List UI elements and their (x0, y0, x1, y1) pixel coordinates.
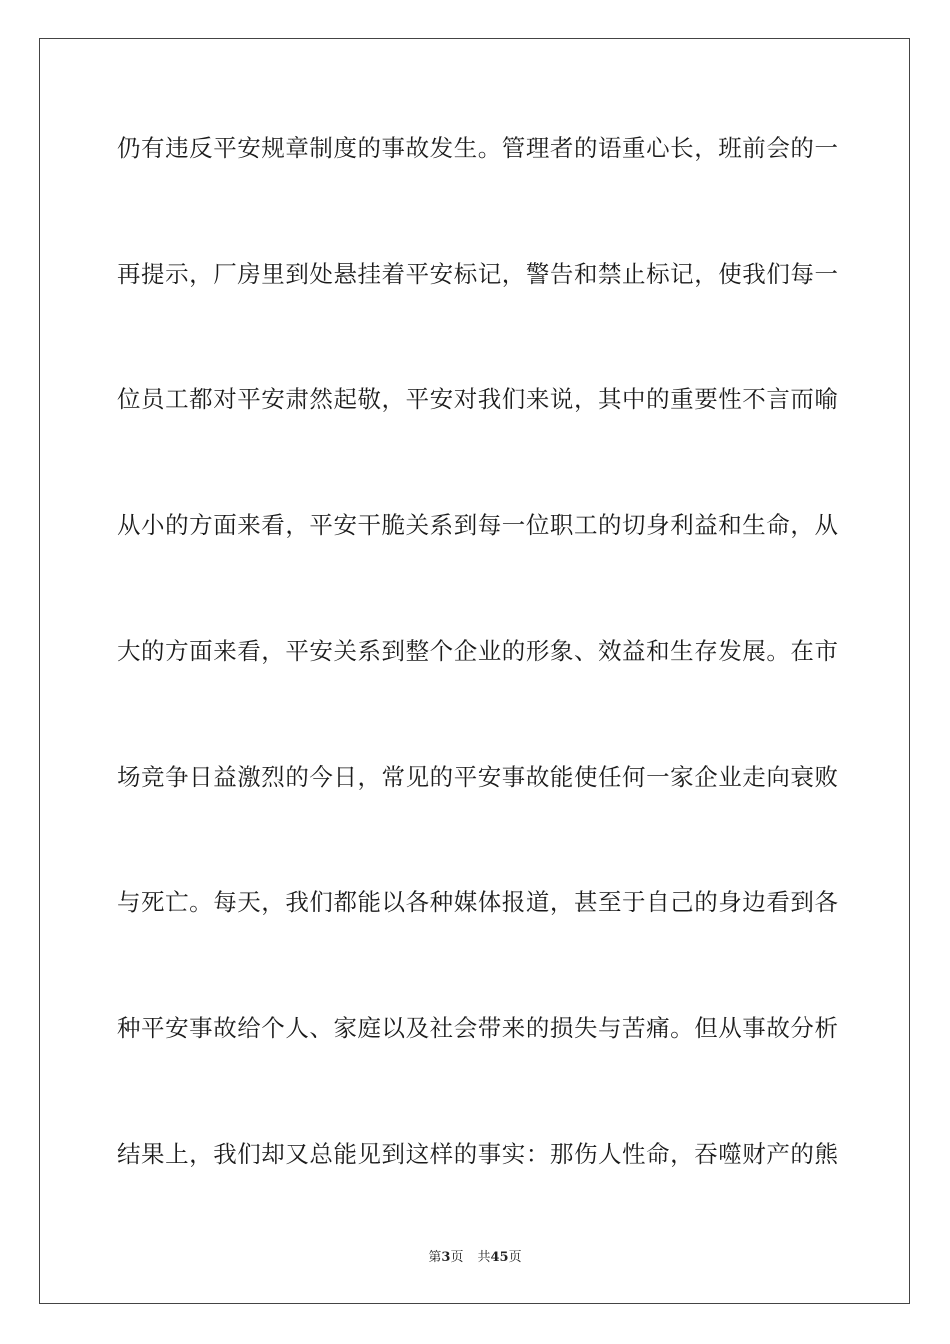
text-line: 从小的方面来看，平安干脆关系到每一位职工的切身利益和生命，从 (117, 511, 839, 539)
total-pages-number: 45 (490, 1250, 509, 1265)
page-label-suffix: 页 (450, 1250, 464, 1265)
text-line: 与死亡。每天，我们都能以各种媒体报道，甚至于自己的身边看到各 (117, 888, 839, 916)
total-label-prefix: 共 (477, 1250, 491, 1265)
page-border (39, 38, 910, 1304)
page-footer (0, 1249, 950, 1267)
current-page-number: 3 (441, 1250, 451, 1265)
text-line: 位员工都对平安肃然起敬，平安对我们来说，其中的重要性不言而喻 (117, 385, 839, 413)
text-line: 场竞争日益激烈的今日，常见的平安事故能使任何一家企业走向衰败 (117, 763, 839, 791)
text-line: 结果上，我们却又总能见到这样的事实：那伤人性命，吞噬财产的熊 (117, 1140, 839, 1168)
text-line: 仍有违反平安规章制度的事故发生。管理者的语重心长，班前会的一 (117, 134, 839, 162)
page-label-prefix: 第 (428, 1250, 442, 1265)
total-label-suffix: 页 (508, 1250, 522, 1265)
text-line: 种平安事故给个人、家庭以及社会带来的损失与苦痛。但从事故分析 (117, 1014, 839, 1042)
text-line: 再提示，厂房里到处悬挂着平安标记，警告和禁止标记，使我们每一 (117, 260, 839, 288)
text-line: 大的方面来看，平安关系到整个企业的形象、效益和生存发展。在市 (117, 637, 839, 665)
